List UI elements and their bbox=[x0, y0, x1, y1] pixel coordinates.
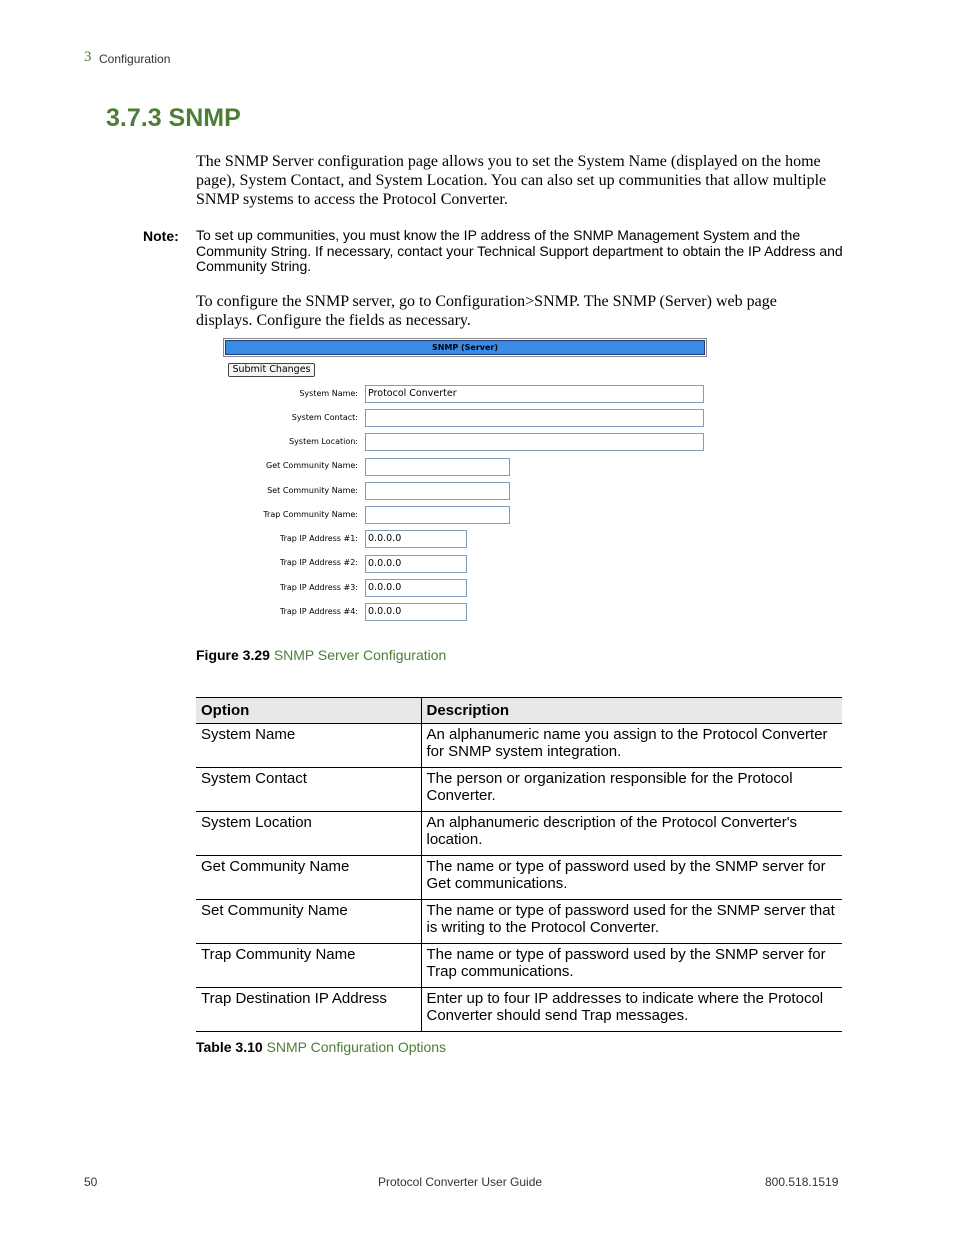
option-cell: System Name bbox=[196, 724, 421, 768]
system-contact-input[interactable] bbox=[365, 409, 704, 427]
footer-phone: 800.518.1519 bbox=[765, 1175, 839, 1189]
trap-ip-3-input[interactable]: 0.0.0.0 bbox=[365, 579, 467, 597]
trap-ip-3-label: Trap IP Address #3: bbox=[279, 583, 358, 592]
description-cell: An alphanumeric name you assign to the Protocol Converter for SNMP system integration. bbox=[421, 724, 842, 768]
table-header-row bbox=[196, 698, 842, 724]
note-text: To set up communities, you must know the IP address of the SNMP Management System and the Community String. If necessary, contact your Technical Support department to obtain the IP Address and Community String. bbox=[196, 227, 843, 274]
set-community-name-label: Set Community Name: bbox=[267, 486, 358, 495]
description-cell: Enter up to four IP addresses to indicate where the Protocol Converter should send Trap messages. bbox=[421, 988, 842, 1032]
snmp-title-bar bbox=[225, 340, 705, 355]
intro-paragraph: The SNMP Server configuration page allows you to set the System Name (displayed on the home page), System Contact, and System Location. You can also set up communities that allow multiple SNMP systems to access the Protocol Converter. bbox=[196, 153, 827, 208]
table-row bbox=[196, 988, 842, 1032]
system-location-label: System Location: bbox=[289, 437, 358, 446]
page-number: 50 bbox=[84, 1175, 98, 1189]
instruction-paragraph: To configure the SNMP server, go to Configuration>SNMP. The SNMP (Server) web page displays. Configure the fields as necessary. bbox=[196, 293, 777, 329]
chapter-title: Configuration bbox=[99, 52, 171, 66]
trap-community-name-label: Trap Community Name: bbox=[263, 510, 358, 519]
system-location-input[interactable] bbox=[365, 433, 704, 451]
section-title: 3.7.3 SNMP bbox=[106, 104, 241, 132]
trap-ip-1-input[interactable]: 0.0.0.0 bbox=[365, 530, 467, 548]
description-cell: The name or type of password used by the SNMP server for Get communications. bbox=[421, 856, 842, 900]
column-header-description: Description bbox=[421, 698, 842, 724]
snmp-title-bar-text: SNMP (Server) bbox=[431, 343, 499, 352]
system-contact-label: System Contact: bbox=[291, 413, 358, 422]
get-community-name-label: Get Community Name: bbox=[266, 461, 358, 470]
table-caption-text: SNMP Configuration Options bbox=[266, 1039, 447, 1055]
column-header-option: Option bbox=[196, 698, 421, 724]
option-cell: Set Community Name bbox=[196, 900, 421, 944]
trap-ip-4-label: Trap IP Address #4: bbox=[279, 607, 358, 616]
trap-ip-4-input[interactable]: 0.0.0.0 bbox=[365, 603, 467, 621]
get-community-name-input[interactable] bbox=[365, 458, 510, 476]
figure-caption-text: SNMP Server Configuration bbox=[273, 647, 447, 663]
table-row bbox=[196, 944, 842, 988]
trap-ip-2-input[interactable]: 0.0.0.0 bbox=[365, 555, 467, 573]
trap-ip-2-label: Trap IP Address #2: bbox=[279, 558, 358, 567]
description-cell: An alphanumeric description of the Protocol Converter's location. bbox=[421, 812, 842, 856]
option-cell: Get Community Name bbox=[196, 856, 421, 900]
figure-caption bbox=[196, 647, 446, 663]
description-cell: The name or type of password used by the SNMP server for Trap communications. bbox=[421, 944, 842, 988]
option-cell: System Location bbox=[196, 812, 421, 856]
table-row bbox=[196, 812, 842, 856]
trap-community-name-input[interactable] bbox=[365, 506, 510, 524]
option-cell: Trap Community Name bbox=[196, 944, 421, 988]
option-cell: Trap Destination IP Address bbox=[196, 988, 421, 1032]
system-name-input[interactable]: Protocol Converter bbox=[365, 385, 704, 403]
system-name-label: System Name: bbox=[299, 389, 358, 398]
set-community-name-input[interactable] bbox=[365, 482, 510, 500]
table-row bbox=[196, 768, 842, 812]
description-cell: The name or type of password used for the SNMP server that is writing to the Protocol Converter. bbox=[421, 900, 842, 944]
table-row bbox=[196, 900, 842, 944]
table-row bbox=[196, 856, 842, 900]
table-caption-number: Table 3.10 bbox=[196, 1039, 263, 1055]
note-label: Note: bbox=[143, 228, 179, 244]
footer-doc-title: Protocol Converter User Guide bbox=[378, 1175, 543, 1189]
snmp-options-table bbox=[196, 697, 842, 1032]
trap-ip-1-label: Trap IP Address #1: bbox=[279, 534, 358, 543]
table-row bbox=[196, 724, 842, 768]
option-cell: System Contact bbox=[196, 768, 421, 812]
snmp-server-screenshot bbox=[224, 339, 708, 624]
table-caption bbox=[196, 1039, 446, 1055]
submit-changes-button[interactable]: Submit Changes bbox=[228, 363, 315, 377]
chapter-number: 3 bbox=[84, 49, 92, 65]
description-cell: The person or organization responsible for the Protocol Converter. bbox=[421, 768, 842, 812]
figure-caption-number: Figure 3.29 bbox=[196, 647, 270, 663]
